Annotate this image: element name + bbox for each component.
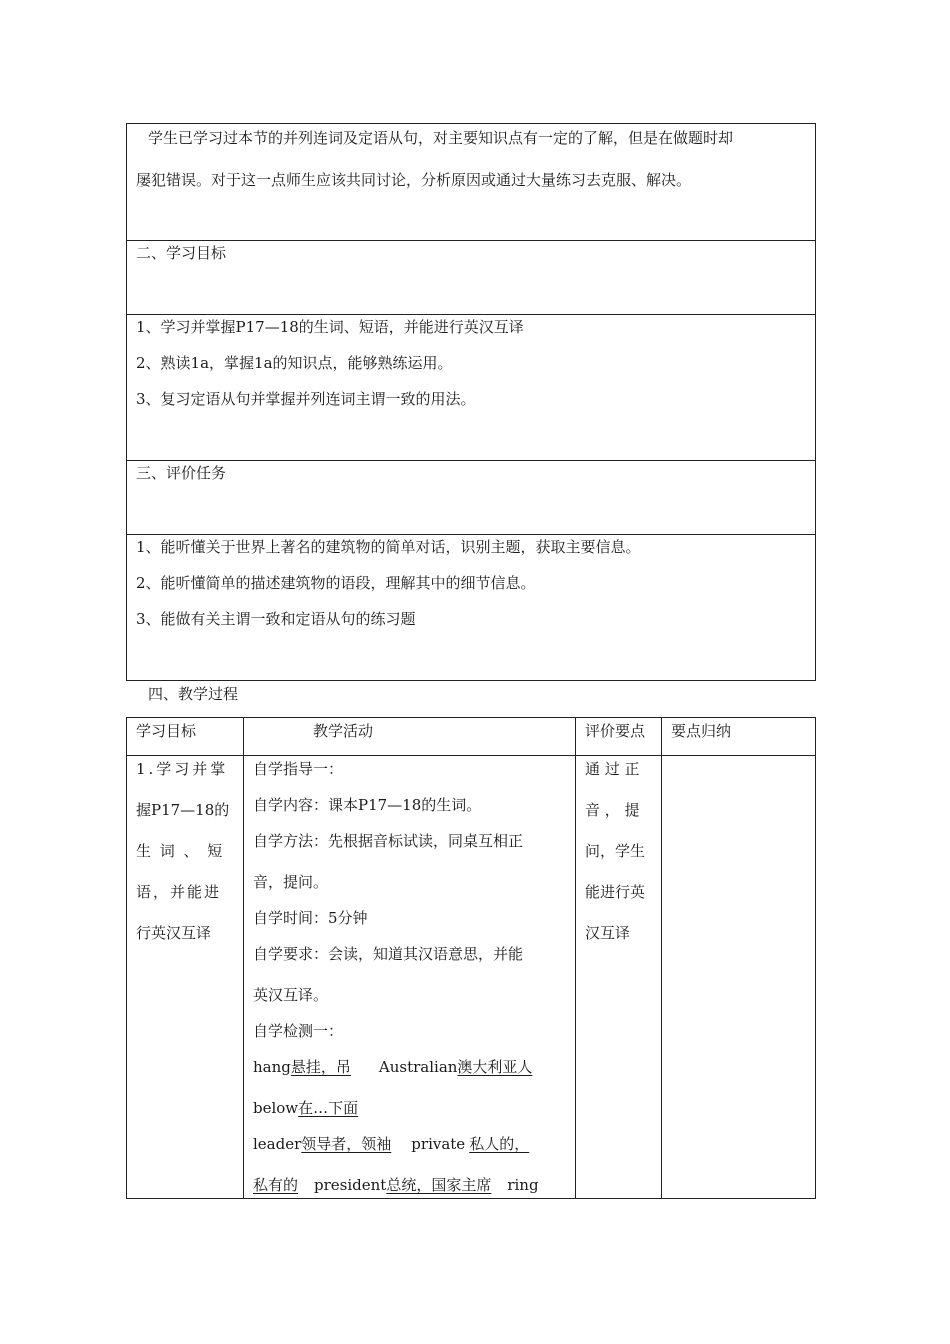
eval-heading: 三、评价任务 [136, 464, 227, 482]
word-below: below [253, 1099, 299, 1117]
header-activity: 教学活动 [313, 722, 374, 740]
analysis-line-1: 学生已学习过本节的并列连词及定语从句，对主要知识点有一定的了解，但是在做题时却 [148, 129, 734, 147]
word-hang-cn: 悬挂，吊 [290, 1058, 351, 1076]
word-hang: hang [253, 1058, 291, 1076]
word-private-cn: 私人的， [469, 1135, 530, 1153]
goal-cell-line-2: 握P17—18的 [136, 801, 230, 819]
activity-check: 自学检测一： [253, 1022, 344, 1040]
goals-heading: 二、学习目标 [136, 244, 227, 262]
goal-item-1: 1、学习并掌握P17—18的生词、短语，并能进行英汉互译 [136, 318, 524, 336]
vocab-line-2 [253, 1101, 358, 1116]
activity-method-2: 音，提问。 [253, 873, 329, 891]
activity-req-2: 英汉互译。 [253, 986, 329, 1004]
activity-time: 自学时间：5分钟 [253, 909, 368, 927]
header-summary: 要点归纳 [671, 722, 732, 740]
activity-method-1: 自学方法：先根据音标试读，同桌互相正 [253, 832, 524, 850]
vocab-line-3 [253, 1137, 529, 1152]
eval-cell-line-5: 汉互译 [585, 924, 631, 942]
word-below-cn: 在…下面 [298, 1099, 359, 1117]
col-divider-3 [661, 717, 662, 1199]
process-header-divider [126, 755, 816, 756]
word-australian-cn: 澳大利亚人 [457, 1058, 533, 1076]
word-president: president [314, 1176, 387, 1194]
word-leader: leader [253, 1135, 302, 1153]
goal-cell-line-3: 生 词 、 短 [136, 842, 225, 860]
eval-cell-line-2: 音 ， 提 [585, 801, 640, 819]
word-private-cn2: 私有的 [253, 1176, 299, 1194]
goals-heading-box [126, 240, 816, 315]
goal-cell-line-1: 1.学习并掌 [136, 760, 229, 778]
goal-cell-line-5: 行英汉互译 [136, 924, 212, 942]
goal-item-2: 2、熟读1a，掌握1a的知识点，能够熟练运用。 [136, 354, 453, 372]
col-divider-2 [575, 717, 576, 1199]
vocab-line-1 [253, 1060, 532, 1075]
eval-item-2: 2、能听懂简单的描述建筑物的语段，理解其中的细节信息。 [136, 574, 536, 592]
eval-item-1: 1、能听懂关于世界上著名的建筑物的简单对话，识别主题，获取主要信息。 [136, 538, 641, 556]
eval-cell-line-1: 通 过 正 [585, 760, 640, 778]
activity-content: 自学内容：课本P17—18的生词。 [253, 796, 482, 814]
eval-item-3: 3、能做有关主谓一致和定语从句的练习题 [136, 610, 416, 628]
eval-list-box [126, 534, 816, 681]
activity-guide: 自学指导一： [253, 760, 344, 778]
col-divider-1 [243, 717, 244, 1199]
goal-item-3: 3、复习定语从句并掌握并列连词主谓一致的用法。 [136, 390, 476, 408]
header-goal: 学习目标 [136, 722, 197, 740]
eval-heading-box [126, 460, 816, 535]
eval-cell-line-3: 问，学生 [585, 842, 646, 860]
goal-cell-line-4: 语，并能进 [136, 883, 222, 901]
process-heading: 四、教学过程 [148, 685, 239, 703]
word-private: private [411, 1135, 466, 1153]
word-ring: ring [507, 1176, 539, 1194]
goals-list-box [126, 314, 816, 461]
word-australian: Australian [378, 1058, 458, 1076]
vocab-line-4 [253, 1178, 539, 1193]
word-leader-cn: 领导者，领袖 [301, 1135, 392, 1153]
header-eval: 评价要点 [585, 722, 646, 740]
analysis-line-2: 屡犯错误。对于这一点师生应该共同讨论，分析原因或通过大量练习去克服、解决。 [136, 171, 692, 189]
eval-cell-line-4: 能进行英 [585, 883, 646, 901]
word-president-cn: 总统，国家主席 [386, 1176, 492, 1194]
activity-req-1: 自学要求：会读，知道其汉语意思，并能 [253, 945, 524, 963]
